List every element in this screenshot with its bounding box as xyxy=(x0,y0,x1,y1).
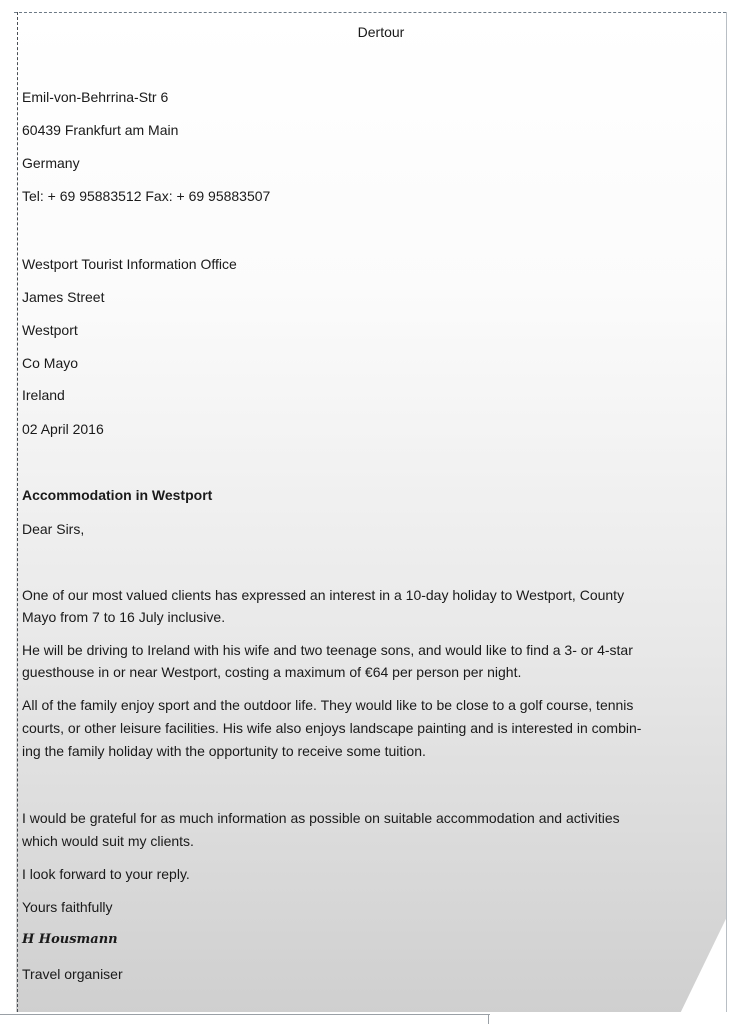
body-paragraph-3-line-3: ing the family holiday with the opportunity to receive some tuition. xyxy=(22,743,426,759)
top-margin-guide xyxy=(14,12,726,13)
recipient-name: Westport Tourist Information Office xyxy=(22,256,237,272)
recipient-street: James Street xyxy=(22,289,105,305)
handwritten-signature: H Housmann xyxy=(22,932,118,947)
page-right-edge xyxy=(726,12,727,1012)
letter-salutation: Dear Sirs, xyxy=(22,521,85,537)
sign-off: Yours faithfully xyxy=(22,899,113,915)
sender-city: 60439 Frankfurt am Main xyxy=(22,122,179,138)
bottom-separator xyxy=(0,1014,490,1015)
recipient-town: Westport xyxy=(22,322,78,338)
recipient-country: Ireland xyxy=(22,387,65,403)
body-paragraph-1-line-2: Mayo from 7 to 16 July inclusive. xyxy=(22,609,226,625)
letterhead-company: Dertour xyxy=(357,24,405,40)
bottom-separator-tick xyxy=(488,1014,489,1024)
left-margin-guide xyxy=(17,12,18,1012)
recipient-county: Co Mayo xyxy=(22,355,79,371)
sender-country: Germany xyxy=(22,155,80,171)
body-paragraph-4-line-1: I would be grateful for as much information as possible on suitable accommodation and activities xyxy=(22,810,620,826)
body-paragraph-3-line-2: courts, or other leisure facilities. His wife also enjoys landscape painting and is interested in combin- xyxy=(22,720,642,736)
body-paragraph-3-line-1: All of the family enjoy sport and the outdoor life. They would like to be close to a golf course, tennis xyxy=(22,697,634,713)
body-paragraph-2-line-1: He will be driving to Ireland with his wife and two teenage sons, and would like to find a 3- or 4-star xyxy=(22,642,633,658)
signer-title: Travel organiser xyxy=(22,966,123,982)
letter-subject: Accommodation in Westport xyxy=(22,487,213,503)
body-paragraph-2-line-2: guesthouse in or near Westport, costing a maximum of €64 per person per night. xyxy=(22,664,522,680)
sender-phone-fax: Tel: + 69 95883512 Fax: + 69 95883507 xyxy=(22,188,271,204)
closing-line: I look forward to your reply. xyxy=(22,866,190,882)
body-paragraph-1-line-1: One of our most valued clients has expressed an interest in a 10-day holiday to Westport, County xyxy=(22,587,625,603)
sender-street: Emil-von-Behrrina-Str 6 xyxy=(22,89,169,105)
body-paragraph-4-line-2: which would suit my clients. xyxy=(22,833,194,849)
letter-date: 02 April 2016 xyxy=(22,421,104,437)
